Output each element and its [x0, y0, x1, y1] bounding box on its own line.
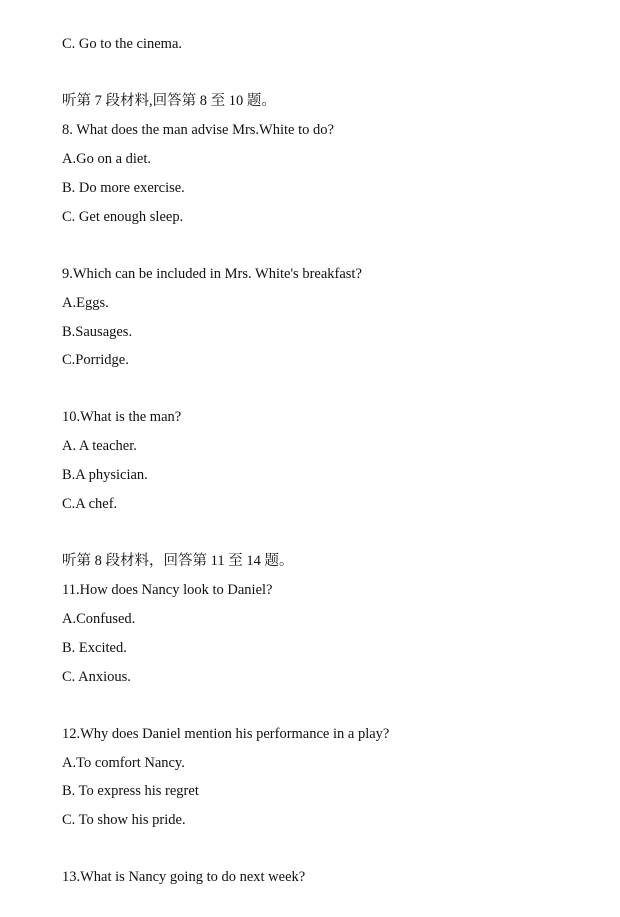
question-13: 13.What is Nancy going to do next week? [62, 869, 306, 885]
question-9: 9.Which can be included in Mrs. White's breakfast? [62, 266, 362, 282]
option-c-q11: C. Anxious. [62, 669, 131, 685]
option-b-q10: B.A physician. [62, 467, 148, 483]
option-b-q9: B.Sausages. [62, 324, 133, 340]
question-12: 12.Why does Daniel mention his performance in a play? [62, 726, 390, 742]
option-a-q12: A.To comfort Nancy. [62, 755, 185, 771]
option-a-q8: A.Go on a diet. [62, 151, 151, 167]
option-a-q9: A.Eggs. [62, 295, 109, 311]
option-c-q10: C.A chef. [62, 496, 118, 512]
option-c-q12: C. To show his pride. [62, 812, 186, 828]
option-c-q9: C.Porridge. [62, 352, 129, 368]
section-8-instruction: 听第 8 段材料，回答第 11 至 14 题。 [62, 553, 294, 569]
option-c-q7: C. Go to the cinema. [62, 36, 183, 52]
option-b-q8: B. Do more exercise. [62, 180, 185, 196]
option-c-q8: C. Get enough sleep. [62, 209, 184, 225]
question-8: 8. What does the man advise Mrs.White to do? [62, 122, 334, 138]
question-11: 11.How does Nancy look to Daniel? [62, 582, 273, 598]
question-10: 10.What is the man? [62, 409, 182, 425]
option-a-q11: A.Confused. [62, 611, 136, 627]
option-b-q12: B. To express his regret [62, 783, 199, 799]
option-a-q10: A. A teacher. [62, 438, 137, 454]
option-b-q11: B. Excited. [62, 640, 127, 656]
section-7-instruction: 听第 7 段材料,回答第 8 至 10 题。 [62, 93, 276, 109]
